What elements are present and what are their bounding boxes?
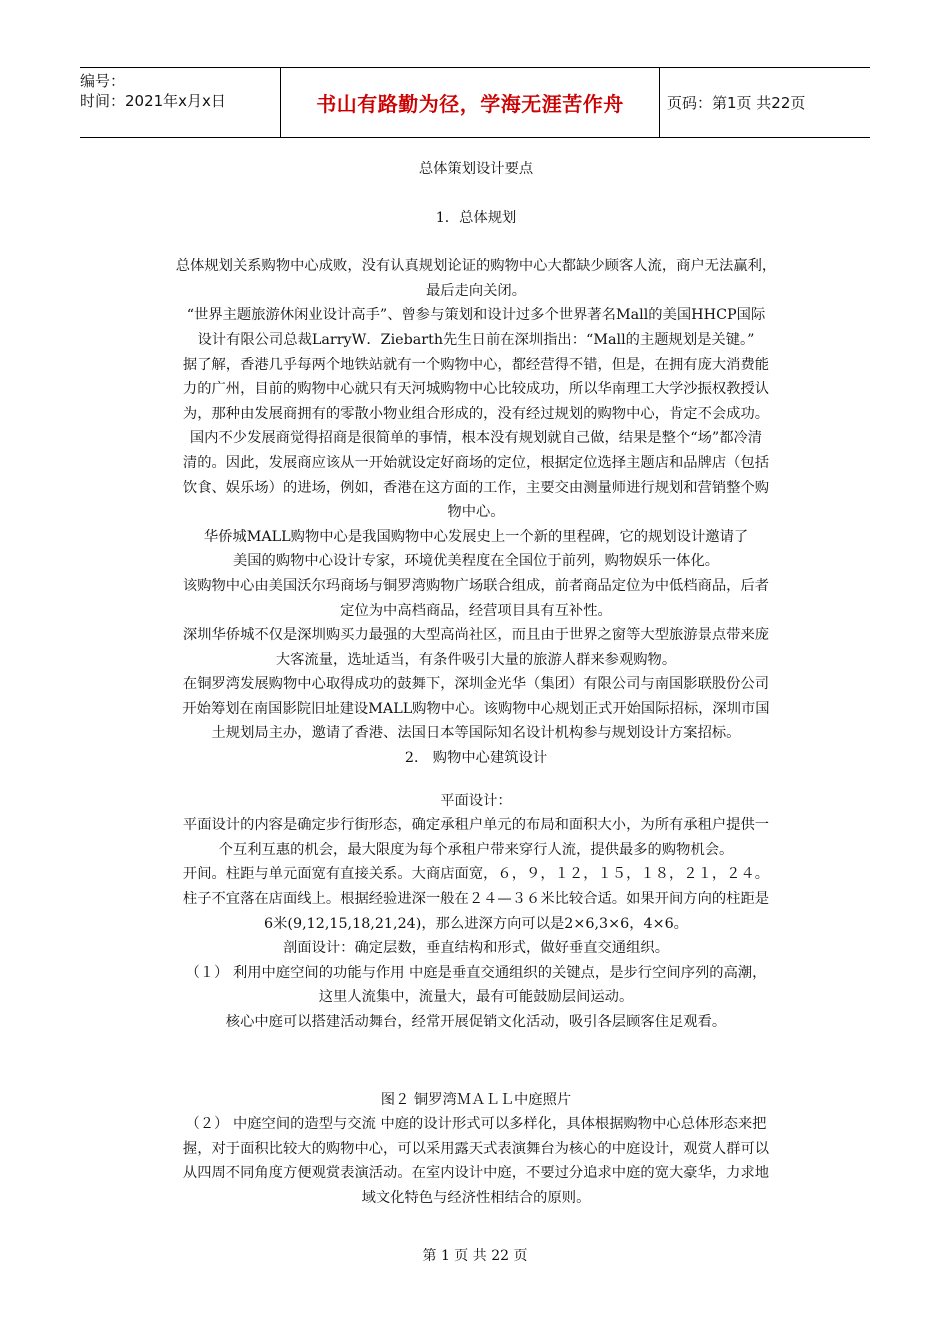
section3-paragraphs: [140, 1112, 812, 1210]
motto: 书山有路勤为径，学海无涯苦作舟: [316, 92, 624, 116]
text-line: 清的。因此，发展商应该从一开始就设定好商场的定位，根据定位选择主题店和品牌店（包括: [182, 454, 770, 471]
section2-paragraphs: [140, 813, 812, 1034]
text-line: （１） 利用中庭空间的功能与作用 中庭是垂直交通组织的关键点，是步行空间序列的高潮，: [185, 964, 767, 981]
text-line: 该购物中心由美国沃尔玛商场与铜罗湾购物广场联合组成，前者商品定位为中低档商品，后者: [182, 577, 770, 594]
text-line: 据了解，香港几乎每两个地铁站就有一个购物中心，都经营得不错，但是，在拥有庞大消费能: [182, 356, 770, 373]
section2-heading: 2． 购物中心建筑设计: [404, 750, 548, 767]
figure-caption: 图２ 铜罗湾ＭＡＬＬ中庭照片: [380, 1091, 572, 1108]
text-line: 深圳华侨城不仅是深圳购买力最强的大型高尚社区，而且由于世界之窗等大型旅游景点带来庞: [182, 627, 770, 644]
text-line: 大客流量，选址适当，有条件吸引大量的旅游人群来参观购物。: [275, 651, 677, 668]
page-footer: 第 1 页 共 22 页: [422, 1248, 528, 1264]
text-line: 6米(9,12,15,18,21,24)，那么进深方向可以是2×6,3×6，4×6。: [264, 915, 688, 932]
text-line: 在铜罗湾发展购物中心取得成功的鼓舞下，深圳金光华（集团）有限公司与南国影联股份公司: [182, 676, 770, 693]
text-line: 总体规划关系购物中心成败，没有认真规划论证的购物中心大都缺少顾客人流，商户无法赢利，: [175, 258, 777, 275]
text-line: 从四周不同角度方便观赏表演活动。在室内设计中庭，不要过分追求中庭的宽大豪华，力求地: [182, 1165, 770, 1182]
time-label: 时间：2021年x月x日: [80, 92, 226, 110]
text-line: 物中心。: [447, 504, 505, 521]
serial-label: 编号：: [80, 72, 126, 90]
text-line: 力的广州，目前的购物中心就只有天河城购物中心比较成功，所以华南理工大学沙振权教授认: [182, 381, 770, 398]
text-line: 个互利互惠的机会，最大限度为每个承租户带来穿行人流，提供最多的购物机会。: [218, 841, 734, 858]
text-line: 华侨城MALL购物中心是我国购物中心发展史上一个新的里程碑，它的规划设计邀请了: [203, 528, 749, 545]
text-line: 核心中庭可以搭建活动舞台，经常开展促销文化活动，吸引各层顾客住足观看。: [225, 1014, 727, 1030]
text-line: 土规划局主办，邀请了香港、法国日本等国际知名设计机构参与规划设计方案招标。: [211, 725, 741, 742]
text-line: 握，对于面积比较大的购物中心，可以采用露天式表演舞台为核心的中庭设计，观赏人群可以: [182, 1140, 770, 1157]
text-line: 柱子不宜落在店面线上。根据经验进深一般在２４—３６米比较合适。如果开间方向的柱距是: [182, 891, 770, 908]
text-line: 域文化特色与经济性相结合的原则。: [361, 1189, 591, 1206]
text-line: 这里人流集中，流量大，最有可能鼓励层间运动。: [318, 989, 634, 1006]
document-body: [140, 157, 812, 1211]
text-line: 平面设计的内容是确定步行街形态，确定承租户单元的布局和面积大小，为所有承租户提供一: [182, 817, 770, 834]
text-line: 最后走向关闭。: [425, 282, 527, 299]
text-line: 设计有限公司总裁LarryW．Ziebarth先生日前在深圳指出：“Mall的主题规划是关键。”: [197, 331, 755, 348]
header-motto-cell: [280, 68, 660, 137]
text-line: 国内不少发展商觉得招商是很简单的事情，根本没有规划就自己做，结果是整个“场”都冷清: [189, 430, 763, 447]
plan-heading: 平面设计：: [440, 792, 512, 809]
text-line: 美国的购物中心设计专家，环境优美程度在全国位于前列，购物娱乐一体化。: [232, 553, 720, 570]
text-line: 为，那种由发展商拥有的零散小物业组合形成的，没有经过规划的购物中心，肯定不会成功。: [182, 405, 770, 422]
text-line: 饮食、娱乐场）的进场，例如，香港在这方面的工作，主要交由测量师进行规划和营销整个购: [182, 479, 770, 496]
section1-heading: 1．总体规划: [435, 209, 517, 226]
text-line: （２） 中庭空间的造型与交流 中庭的设计形式可以多样化，具体根据购物中心总体形态来把: [185, 1116, 767, 1133]
document-title: 总体策划设计要点: [418, 161, 534, 177]
text-line: “世界主题旅游休闲业设计高手”、曾参与策划和设计过多个世界著名Mall的美国HHCP国际: [186, 307, 766, 324]
text-line: 定位为中高档商品，经营项目具有互补性。: [340, 602, 612, 619]
document-header: [80, 67, 870, 138]
header-meta: [80, 68, 280, 140]
header-page-info: 页码：第1页 共22页: [667, 94, 806, 112]
section1-paragraphs: [140, 254, 812, 746]
text-line: 开始筹划在南国影院旧址建设MALL购物中心。该购物中心规划正式开始国际招标，深圳市国: [182, 700, 770, 717]
text-line: 剖面设计：确定层数，垂直结构和形式，做好垂直交通组织。: [282, 940, 669, 957]
text-line: 开间。柱距与单元面宽有直接关系。大商店面宽，６，９，１２，１５，１８，２１，２４。: [182, 866, 770, 883]
